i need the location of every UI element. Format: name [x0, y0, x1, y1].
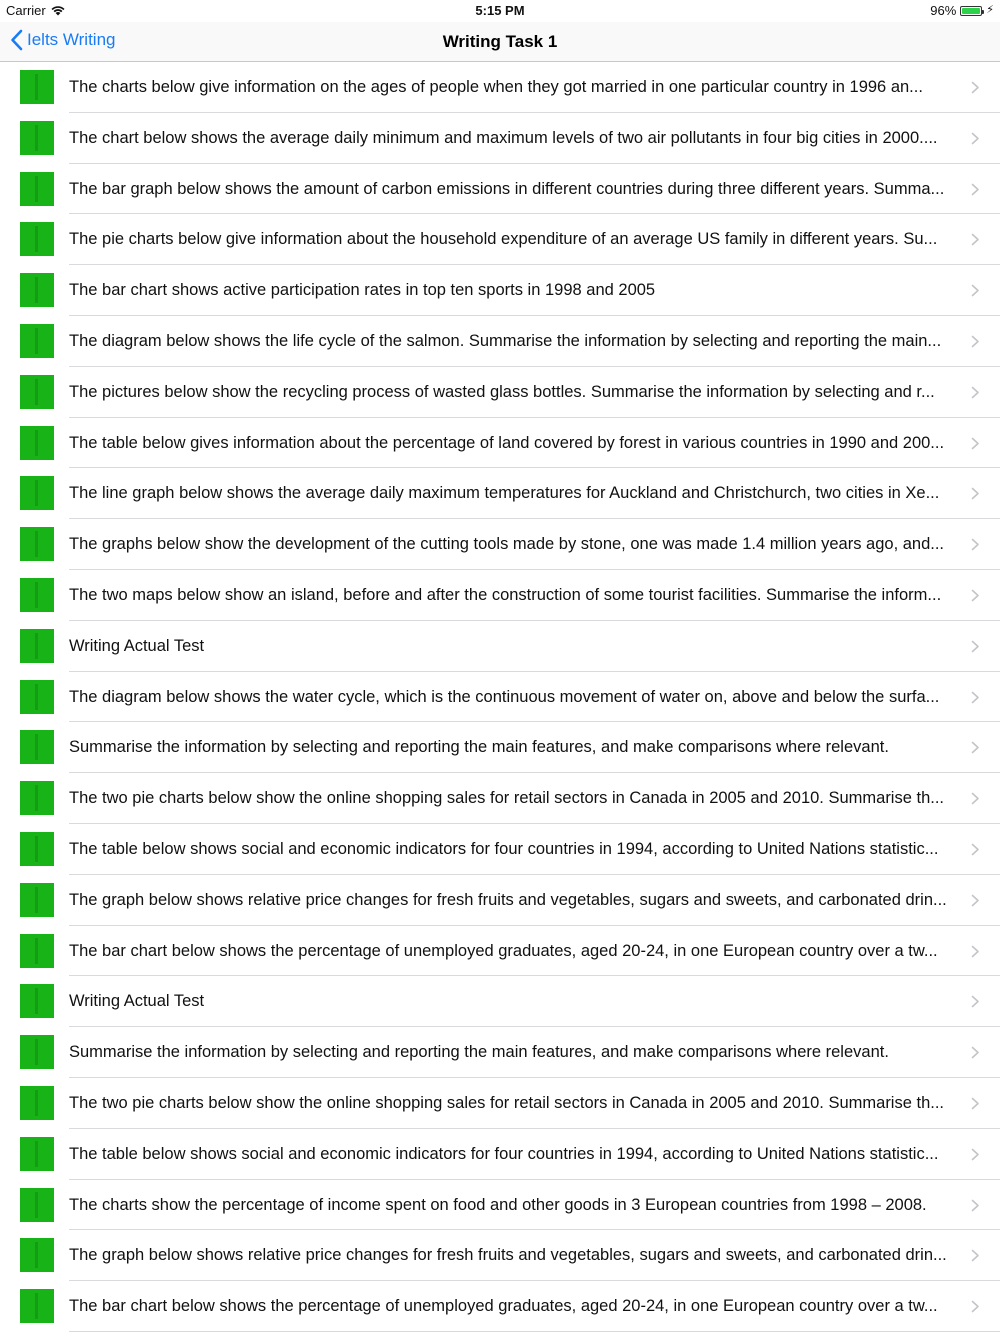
task-thumbnail [20, 578, 54, 612]
list-item[interactable] [0, 367, 1000, 418]
chevron-right-icon [971, 1199, 980, 1212]
list-item-label: The two pie charts below show the online shopping sales for retail sectors in Canada in 2005 and 2010. Summarise th... [69, 789, 944, 808]
list-item[interactable] [0, 722, 1000, 773]
list-item[interactable] [0, 1027, 1000, 1078]
task-thumbnail [20, 324, 54, 358]
task-thumbnail [20, 426, 54, 460]
chevron-right-icon [971, 233, 980, 246]
task-thumbnail [20, 121, 54, 155]
chevron-right-icon [971, 945, 980, 958]
task-thumbnail [20, 172, 54, 206]
list-item[interactable] [0, 418, 1000, 469]
chevron-right-icon [971, 691, 980, 704]
list-item-label: The graphs below show the development of the cutting tools made by stone, one was made 1.4 million years ago, and... [69, 535, 945, 554]
battery-fill [962, 8, 979, 14]
list-item-label: The diagram below shows the water cycle, which is the continuous movement of water on, above and below the surfa... [69, 687, 940, 706]
navigation-bar [0, 22, 1000, 62]
chevron-right-icon [971, 1249, 980, 1262]
task-thumbnail [20, 730, 54, 764]
list-item-label: Summarise the information by selecting and reporting the main features, and make comparisons where relevant. [69, 1043, 889, 1062]
chevron-right-icon [971, 1046, 980, 1059]
list-item-label: The table below gives information about the percentage of land covered by forest in various countries in 1990 and 200... [69, 433, 945, 452]
list-item[interactable] [0, 621, 1000, 672]
list-item[interactable] [0, 976, 1000, 1027]
list-item[interactable] [0, 570, 1000, 621]
carrier-label: Carrier [6, 3, 46, 18]
list-item-label: The bar chart shows active participation rates in top ten sports in 1998 and 2005 [69, 281, 656, 300]
list-item[interactable] [0, 214, 1000, 265]
list-item[interactable] [0, 265, 1000, 316]
chevron-right-icon [971, 538, 980, 551]
list-item[interactable] [0, 316, 1000, 367]
task-thumbnail [20, 476, 54, 510]
status-time: 5:15 PM [475, 3, 525, 18]
chevron-right-icon [971, 589, 980, 602]
list-item-label: The table below shows social and economic indicators for four countries in 1994, according to United Nations statistic... [69, 1144, 939, 1163]
task-thumbnail [20, 883, 54, 917]
chevron-right-icon [971, 284, 980, 297]
list-item[interactable] [0, 113, 1000, 164]
battery-percent: 96% [930, 3, 957, 18]
chevron-right-icon [971, 335, 980, 348]
list-item[interactable] [0, 164, 1000, 215]
battery-info [930, 3, 994, 18]
chevron-right-icon [971, 1300, 980, 1313]
chevron-right-icon [971, 437, 980, 450]
task-thumbnail [20, 1188, 54, 1222]
list-item[interactable] [0, 62, 1000, 113]
chevron-right-icon [971, 183, 980, 196]
chevron-right-icon [971, 487, 980, 500]
list-item-label: The bar chart below shows the percentage of unemployed graduates, aged 20-24, in one European country over a tw... [69, 941, 938, 960]
list-item-label: The graph below shows relative price changes for fresh fruits and vegetables, sugars and sweets, and carbonated drin... [69, 1246, 947, 1265]
chevron-right-icon [971, 894, 980, 907]
task-thumbnail [20, 1086, 54, 1120]
task-thumbnail [20, 1035, 54, 1069]
chevron-right-icon [971, 995, 980, 1008]
list-item-label: The pie charts below give information about the household expenditure of an average US family in different years. Su... [69, 230, 938, 249]
task-thumbnail [20, 1238, 54, 1272]
list-item-label: Writing Actual Test [69, 992, 205, 1011]
task-thumbnail [20, 629, 54, 663]
page-title: Writing Task 1 [442, 32, 558, 51]
battery-icon [960, 6, 982, 16]
list-item[interactable] [0, 926, 1000, 977]
task-thumbnail [20, 934, 54, 968]
chevron-right-icon [971, 132, 980, 145]
list-item-label: The charts below give information on the ages of people when they got married in one particular country in 1996 an... [69, 78, 923, 96]
task-list [0, 62, 1000, 1332]
chevron-right-icon [971, 640, 980, 653]
chevron-right-icon [971, 386, 980, 399]
chevron-right-icon [971, 792, 980, 805]
chevron-right-icon [971, 1148, 980, 1161]
list-item-label: The diagram below shows the life cycle of the salmon. Summarise the information by selecting and reporting the main... [69, 331, 942, 350]
list-item[interactable] [0, 672, 1000, 723]
task-thumbnail [20, 680, 54, 714]
list-item[interactable] [0, 1281, 1000, 1332]
list-item-label: The line graph below shows the average daily maximum temperatures for Auckland and Christchurch, two cities in Xe... [69, 484, 940, 503]
task-thumbnail [20, 375, 54, 409]
status-bar [0, 0, 1000, 22]
chevron-right-icon [971, 81, 980, 94]
list-item[interactable] [0, 1180, 1000, 1231]
task-thumbnail [20, 832, 54, 866]
list-item-label: The charts show the percentage of income spent on food and other goods in 3 European countries from 1998 – 2008. [69, 1195, 927, 1214]
list-item-label: The bar graph below shows the amount of carbon emissions in different countries during three different years. Summa... [69, 179, 945, 198]
task-thumbnail [20, 1289, 54, 1323]
chevron-right-icon [971, 741, 980, 754]
list-item[interactable] [0, 875, 1000, 926]
task-thumbnail [20, 984, 54, 1018]
list-item-label: Summarise the information by selecting and reporting the main features, and make comparisons where relevant. [69, 738, 889, 757]
list-item-label: The two maps below show an island, before and after the construction of some tourist facilities. Summarise the inform... [69, 585, 942, 604]
task-thumbnail [20, 273, 54, 307]
charging-bolt-icon: ⚡ [986, 4, 994, 16]
list-item-label: The two pie charts below show the online shopping sales for retail sectors in Canada in 2005 and 2010. Summarise th... [69, 1093, 944, 1112]
list-item[interactable] [0, 468, 1000, 519]
list-item[interactable] [0, 1078, 1000, 1129]
list-item[interactable] [0, 1230, 1000, 1281]
list-item-label: The bar chart below shows the percentage of unemployed graduates, aged 20-24, in one European country over a tw... [69, 1297, 938, 1316]
task-thumbnail [20, 70, 54, 104]
list-item-label: Writing Actual Test [69, 636, 205, 655]
task-thumbnail [20, 222, 54, 256]
list-item[interactable] [0, 773, 1000, 824]
list-item[interactable] [0, 1129, 1000, 1180]
task-thumbnail [20, 527, 54, 561]
chevron-right-icon [971, 843, 980, 856]
back-button-label: Ielts Writing [27, 30, 116, 49]
list-item-label: The pictures below show the recycling process of wasted glass bottles. Summarise the information by selecting and r... [69, 382, 935, 401]
list-item-label: The chart below shows the average daily minimum and maximum levels of two air pollutants in four big cities in 2000.... [69, 128, 938, 147]
row-separator [69, 1331, 1000, 1332]
list-item[interactable] [0, 824, 1000, 875]
task-thumbnail [20, 781, 54, 815]
chevron-right-icon [971, 1097, 980, 1110]
list-item-label: The graph below shows relative price changes for fresh fruits and vegetables, sugars and sweets, and carbonated drin... [69, 890, 947, 909]
list-item-label: The table below shows social and economic indicators for four countries in 1994, according to United Nations statistic... [69, 839, 939, 858]
task-thumbnail [20, 1137, 54, 1171]
list-item[interactable] [0, 519, 1000, 570]
